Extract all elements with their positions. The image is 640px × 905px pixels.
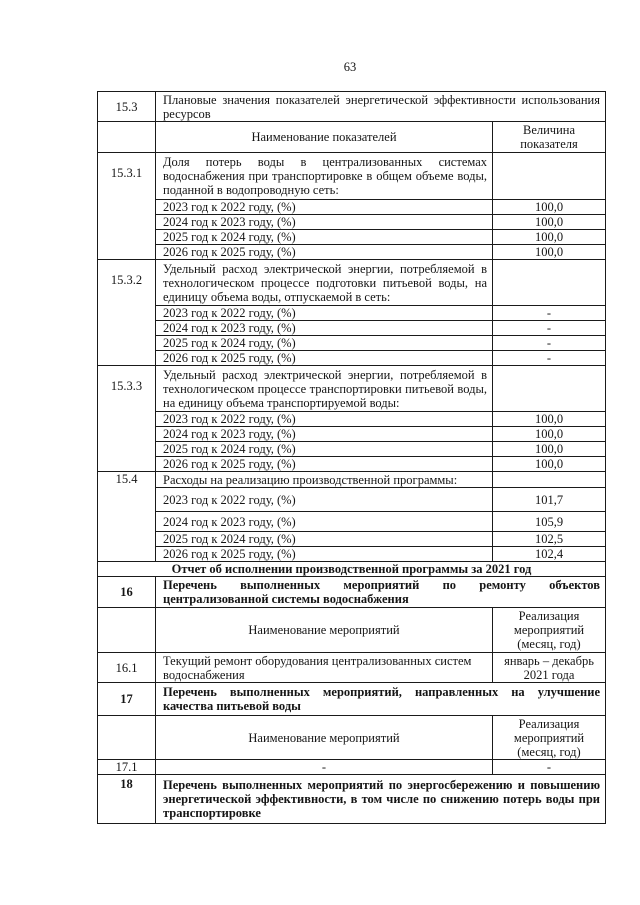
table-row xyxy=(98,336,606,351)
empty-cell xyxy=(493,260,606,306)
section-row-18 xyxy=(98,775,606,824)
year-label: 2023 год к 2022 году, (%) xyxy=(156,200,493,215)
indicator-value: 100,0 xyxy=(493,245,606,260)
header-empty-cell xyxy=(98,608,156,653)
year-label: 2026 год к 2025 году, (%) xyxy=(156,457,493,472)
header-measure-name: Наименование мероприятий xyxy=(156,716,493,760)
year-label: 2024 год к 2023 году, (%) xyxy=(156,321,493,336)
table-row xyxy=(98,653,606,683)
indicator-title: Удельный расход электрической энергии, потребляемой в технологическом процессе подготовки питьевой воды, на единицу объема воды, отпускаемой в сеть: xyxy=(156,260,493,306)
indicator-value: 100,0 xyxy=(493,412,606,427)
header-empty-cell xyxy=(98,716,156,760)
measure-name: - xyxy=(156,760,493,775)
section-title: Перечень выполненных мероприятий по энергосбережению и повышению энергетической эффективности, в том числе по снижению потерь воды при транспортировке xyxy=(156,775,606,824)
year-label: 2025 год к 2024 году, (%) xyxy=(156,230,493,245)
section-row-15-3 xyxy=(98,92,606,122)
header-measure-period: Реализация мероприятий (месяц, год) xyxy=(493,716,606,760)
table-row xyxy=(98,488,606,512)
section-number: 15.4 xyxy=(98,472,156,562)
section-number: 15.3 xyxy=(98,92,156,122)
item-number: 17.1 xyxy=(98,760,156,775)
indicator-value: 100,0 xyxy=(493,215,606,230)
table-row xyxy=(98,412,606,427)
section-title: Перечень выполненных мероприятий, направленных на улучшение качества питьевой воды xyxy=(156,683,606,716)
table-header-row xyxy=(98,122,606,153)
table-row xyxy=(98,760,606,775)
section-number: 18 xyxy=(98,775,156,824)
measure-period: - xyxy=(493,760,606,775)
year-label: 2023 год к 2022 году, (%) xyxy=(156,306,493,321)
indicator-value: - xyxy=(493,351,606,366)
section-row-16 xyxy=(98,577,606,608)
indicator-value: 100,0 xyxy=(493,442,606,457)
year-label: 2026 год к 2025 году, (%) xyxy=(156,245,493,260)
table-row xyxy=(98,321,606,336)
section-row-15-3-1 xyxy=(98,153,606,200)
table-row xyxy=(98,457,606,472)
section-number: 15.3.3 xyxy=(98,366,156,472)
year-label: 2026 год к 2025 году, (%) xyxy=(156,351,493,366)
year-label: 2026 год к 2025 году, (%) xyxy=(156,547,493,562)
measure-period: январь – декабрь 2021 года xyxy=(493,653,606,683)
table-row xyxy=(98,442,606,457)
indicator-title: Удельный расход электрической энергии, потребляемой в технологическом процессе транспортировки питьевой воды, на единицу объема транспортируемой воды: xyxy=(156,366,493,412)
indicator-value: - xyxy=(493,306,606,321)
table-row xyxy=(98,532,606,547)
section-number: 15.3.2 xyxy=(98,260,156,366)
section-number: 16 xyxy=(98,577,156,608)
header-measure-name: Наименование мероприятий xyxy=(156,608,493,653)
section-title: Плановые значения показателей энергетической эффективности использования ресурсов xyxy=(156,92,606,122)
header-empty-cell xyxy=(98,122,156,153)
measure-name: Текущий ремонт оборудования централизованных систем водоснабжения xyxy=(156,653,493,683)
indicator-value: 102,5 xyxy=(493,532,606,547)
year-label: 2025 год к 2024 году, (%) xyxy=(156,336,493,351)
item-number: 16.1 xyxy=(98,653,156,683)
indicator-value: 100,0 xyxy=(493,200,606,215)
empty-cell xyxy=(493,366,606,412)
indicator-value: 100,0 xyxy=(493,457,606,472)
indicator-value: - xyxy=(493,336,606,351)
table-row xyxy=(98,215,606,230)
table-row xyxy=(98,306,606,321)
indicator-title: Доля потерь воды в централизованных системах водоснабжения при транспортировке в общем объеме воды, поданной в водопроводную сеть: xyxy=(156,153,493,200)
year-label: 2024 год к 2023 году, (%) xyxy=(156,512,493,532)
report-title-row xyxy=(98,562,606,577)
section-number: 15.3.1 xyxy=(98,153,156,260)
indicator-title: Расходы на реализацию производственной программы: xyxy=(156,472,493,488)
year-label: 2025 год к 2024 году, (%) xyxy=(156,442,493,457)
year-label: 2025 год к 2024 году, (%) xyxy=(156,532,493,547)
indicator-value: 105,9 xyxy=(493,512,606,532)
table-header-row xyxy=(98,608,606,653)
header-indicator-name: Наименование показателей xyxy=(156,122,493,153)
indicator-value: 101,7 xyxy=(493,488,606,512)
table-row xyxy=(98,512,606,532)
production-program-table xyxy=(97,91,606,824)
year-label: 2023 год к 2022 году, (%) xyxy=(156,488,493,512)
section-row-15-3-3 xyxy=(98,366,606,412)
table-row xyxy=(98,547,606,562)
section-number: 17 xyxy=(98,683,156,716)
section-title: Перечень выполненных мероприятий по ремонту объектов централизованной системы водоснабжения xyxy=(156,577,606,608)
header-measure-period: Реализация мероприятий (месяц, год) xyxy=(493,608,606,653)
section-row-15-3-2 xyxy=(98,260,606,306)
section-row-17 xyxy=(98,683,606,716)
indicator-value: 100,0 xyxy=(493,427,606,442)
indicator-value: - xyxy=(493,321,606,336)
header-indicator-value: Величина показателя xyxy=(493,122,606,153)
empty-cell xyxy=(493,153,606,200)
indicator-value: 100,0 xyxy=(493,230,606,245)
report-title: Отчет об исполнении производственной программы за 2021 год xyxy=(98,562,606,577)
empty-cell xyxy=(493,472,606,488)
table-header-row xyxy=(98,716,606,760)
table-row xyxy=(98,427,606,442)
table-row xyxy=(98,230,606,245)
table-row xyxy=(98,245,606,260)
section-row-15-4 xyxy=(98,472,606,488)
year-label: 2023 год к 2022 году, (%) xyxy=(156,412,493,427)
year-label: 2024 год к 2023 году, (%) xyxy=(156,427,493,442)
table-row xyxy=(98,351,606,366)
page-number: 63 xyxy=(343,60,357,74)
table-row xyxy=(98,200,606,215)
year-label: 2024 год к 2023 году, (%) xyxy=(156,215,493,230)
indicator-value: 102,4 xyxy=(493,547,606,562)
